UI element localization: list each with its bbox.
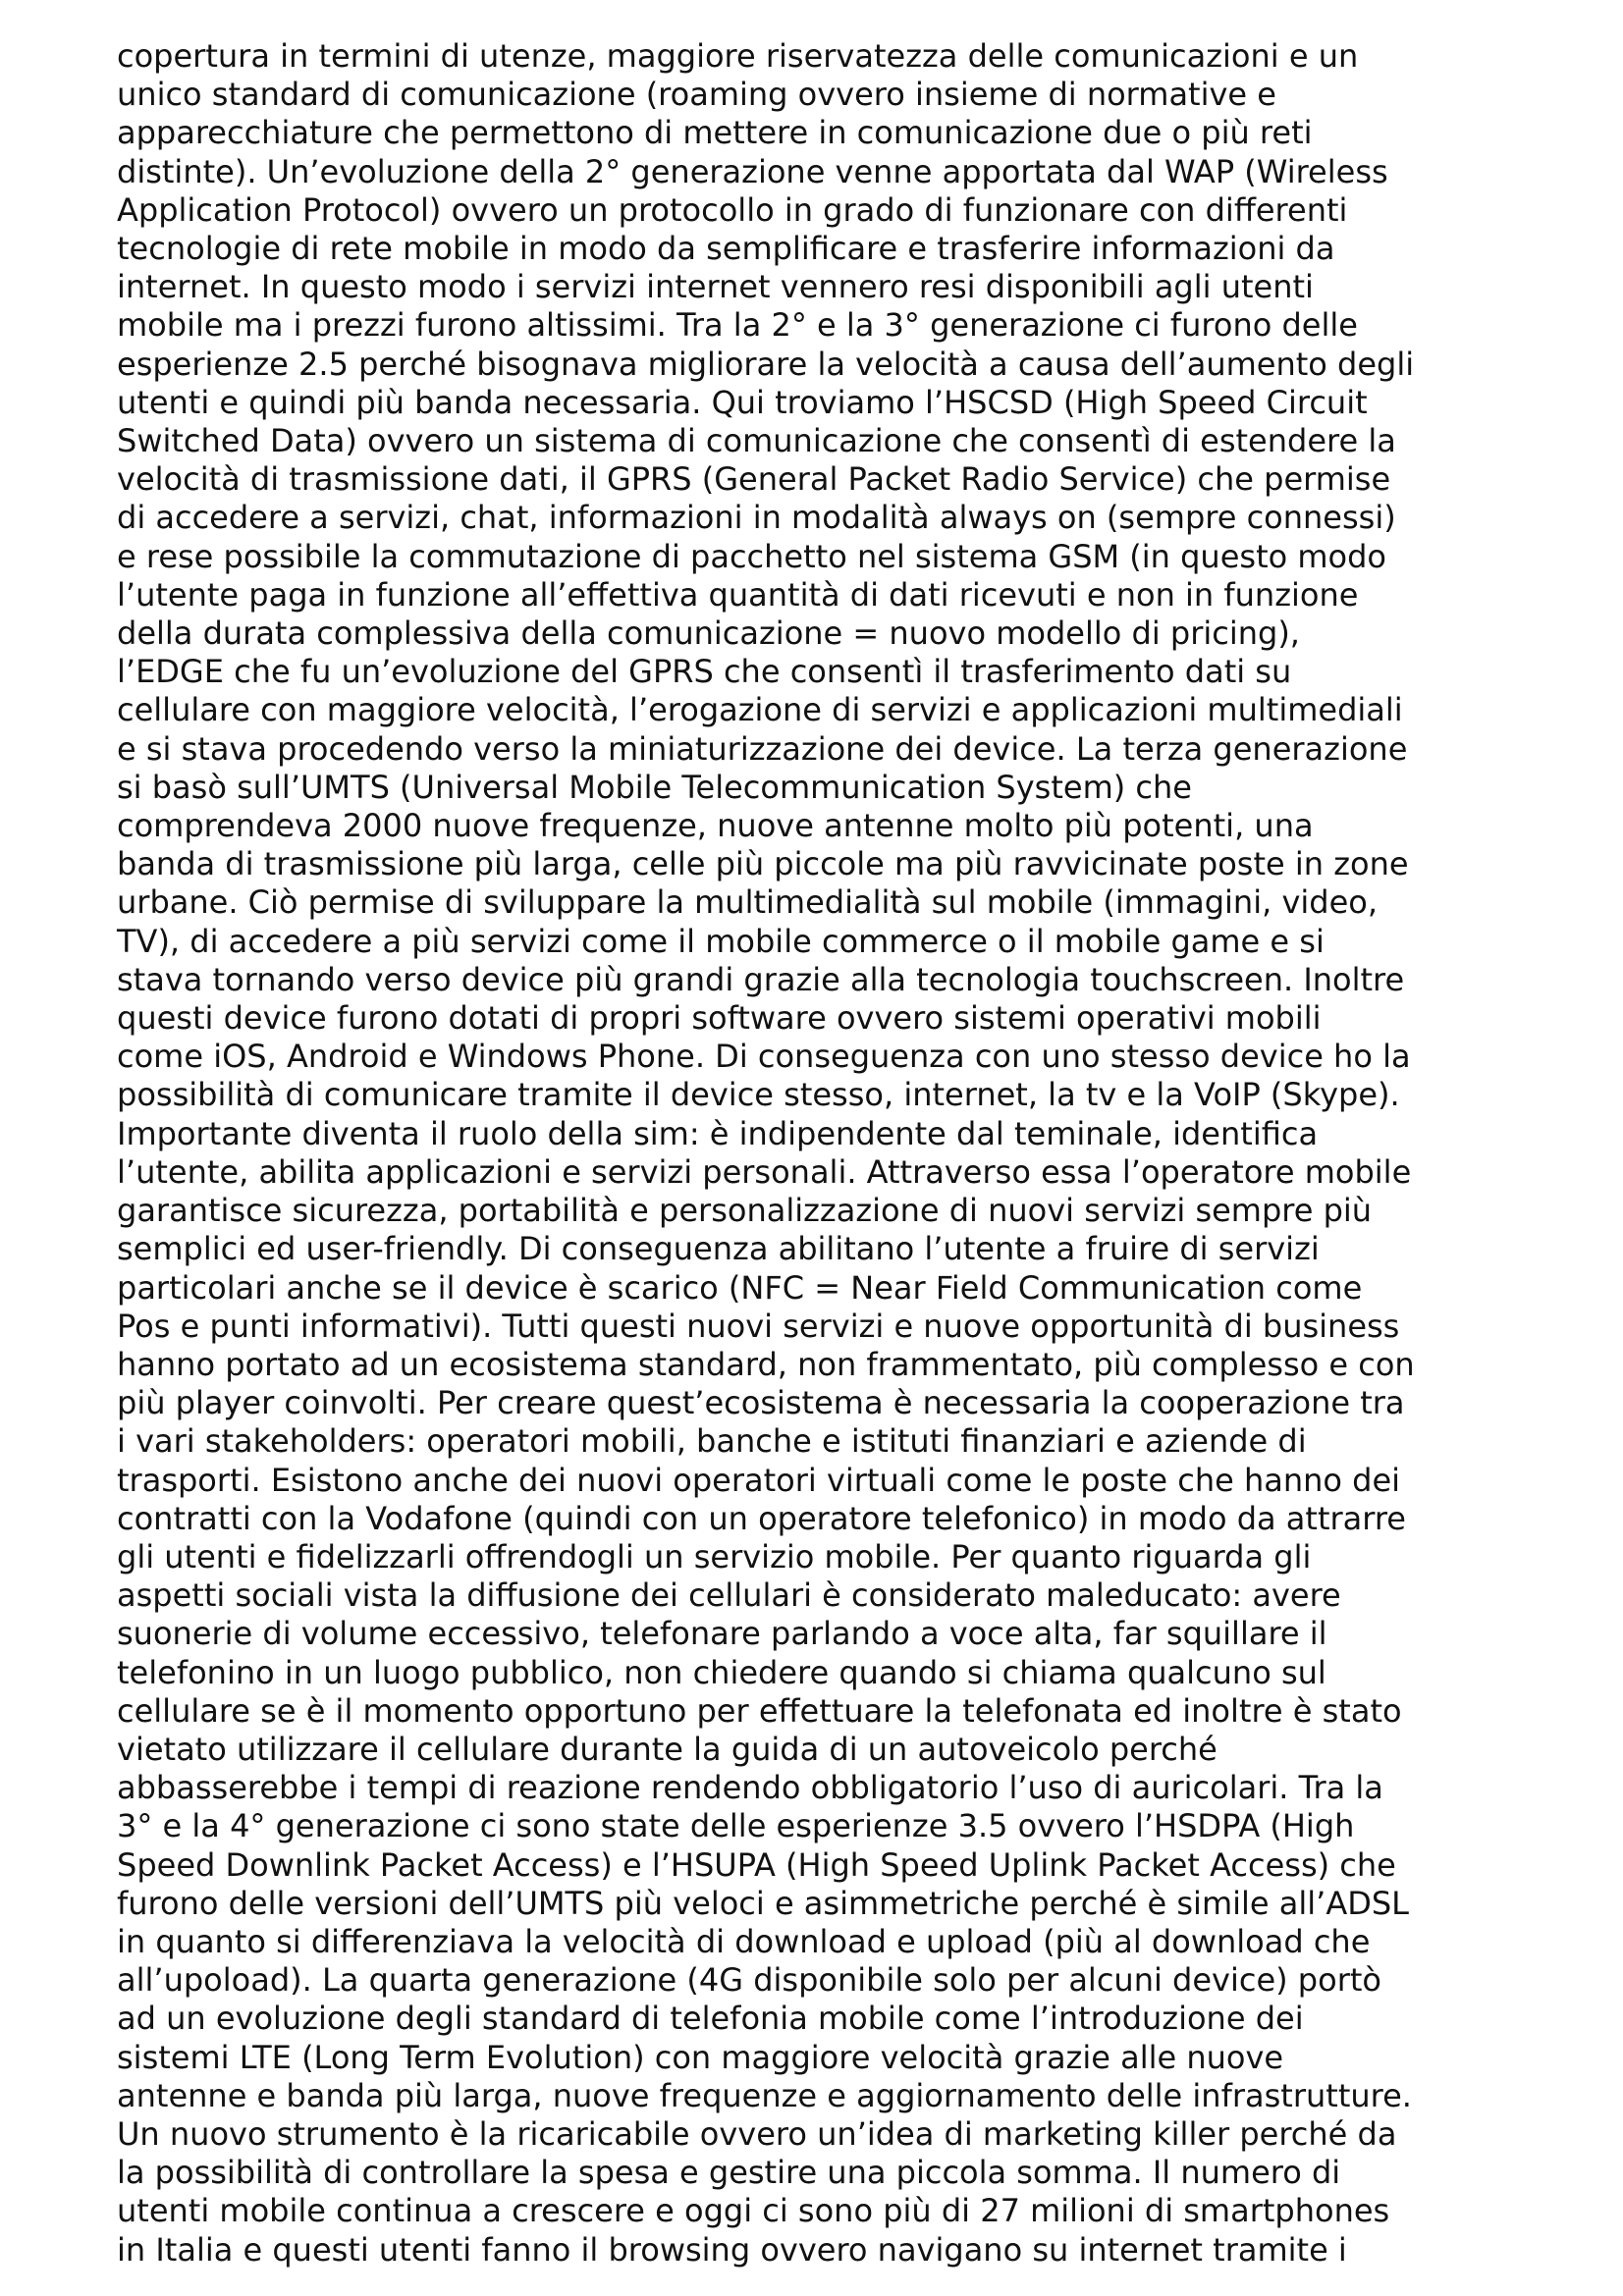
text-line: gli utenti e fidelizzarli offrendogli un servizio mobile. Per quanto riguarda gli [117, 1537, 1312, 1575]
text-line: l’utente paga in funzione all’effettiva quantità di dati ricevuti e non in funzione [117, 575, 1359, 614]
text-line: velocità di trasmissione dati, il GPRS (General Packet Radio Service) che permise [117, 460, 1391, 499]
text-line: furono delle versioni dell’UMTS più veloci e asimmetriche perché è simile all’ADSL [117, 1884, 1409, 1922]
text-line: vietato utilizzare il cellulare durante la guida di un autoveicolo perché [117, 1730, 1217, 1768]
text-line: stava tornando verso device più grandi grazie alla tecnologia touchscreen. Inoltre [117, 960, 1405, 998]
text-line: aspetti sociali vista la diffusione dei cellulari è considerato maleducato: avere [117, 1576, 1341, 1615]
text-line: l’EDGE che fu un’evoluzione del GPRS che consentì il trasferimento dati su [117, 653, 1292, 691]
text-line: si basò sull’UMTS (Universal Mobile Telecommunication System) che [117, 768, 1192, 806]
text-line: cellulare se è il momento opportuno per effettuare la telefonata ed inoltre è stato [117, 1691, 1402, 1730]
text-line: garantisce sicurezza, portabilità e personalizzazione di nuovi servizi sempre più [117, 1192, 1373, 1230]
text-line: la possibilità di controllare la spesa e gestire una piccola somma. Il numero di [117, 2154, 1341, 2192]
text-line: come iOS, Android e Windows Phone. Di conseguenza con uno stesso device ho la [117, 1038, 1411, 1076]
text-line: TV), di accedere a più servizi come il mobile commerce o il mobile game e si [117, 922, 1325, 960]
text-line: di accedere a servizi, chat, informazioni in modalità always on (sempre connessi) [117, 499, 1396, 537]
text-line: Pos e punti informativi). Tutti questi nuovi servizi e nuove opportunità di business [117, 1307, 1400, 1345]
text-line: i vari stakeholders: operatori mobili, banche e istituti finanziari e aziende di [117, 1422, 1307, 1461]
text-line: in quanto si differenziava la velocità di download e upload (più al download che [117, 1922, 1371, 1960]
text-line: telefonino in un luogo pubblico, non chiedere quando si chiama qualcuno sul [117, 1653, 1326, 1691]
text-line: copertura in termini di utenze, maggiore riservatezza delle comunicazioni e un [117, 37, 1359, 75]
text-line: Un nuovo strumento è la ricaricabile ovvero un’idea di marketing killer perché da [117, 2114, 1397, 2153]
text-line: e si stava procedendo verso la miniaturizzazione dei device. La terza generazione [117, 729, 1408, 768]
text-line: Application Protocol) ovvero un protocollo in grado di funzionare con differenti [117, 190, 1348, 229]
text-line: internet. In questo modo i servizi internet vennero resi disponibili agli utenti [117, 268, 1314, 306]
text-line: e rese possibile la commutazione di pacchetto nel sistema GSM (in questo modo [117, 537, 1386, 575]
text-line: antenne e banda più larga, nuove frequenze e aggiornamento delle infrastrutture. [117, 2076, 1412, 2114]
text-line: contratti con la Vodafone (quindi con un operatore telefonico) in modo da attrarre [117, 1499, 1406, 1537]
text-line: esperienze 2.5 perché bisognava migliorare la velocità a causa dell’aumento degli [117, 345, 1415, 383]
text-line: più player coinvolti. Per creare quest’ecosistema è necessaria la cooperazione tra [117, 1384, 1405, 1422]
text-line: abbasserebbe i tempi di reazione rendendo obbligatorio l’uso di auricolari. Tra la [117, 1769, 1383, 1807]
text-line: trasporti. Esistono anche dei nuovi operatori virtuali come le poste che hanno dei [117, 1461, 1401, 1499]
text-line: particolari anche se il device è scarico (NFC = Near Field Communication come [117, 1268, 1363, 1307]
text-line: utenti mobile continua a crescere e oggi ci sono più di 27 milioni di smartphones [117, 2192, 1390, 2230]
text-line: l’utente, abilita applicazioni e servizi personali. Attraverso essa l’operatore mobile [117, 1152, 1412, 1191]
text-line: Importante diventa il ruolo della sim: è indipendente dal teminale, identifica [117, 1114, 1319, 1152]
text-line: in Italia e questi utenti fanno il browsing ovvero navigano su internet tramite i [117, 2230, 1347, 2269]
text-line: urbane. Ciò permise di sviluppare la multimedialità sul mobile (immagini, video, [117, 883, 1379, 922]
text-line: possibilità di comunicare tramite il device stesso, internet, la tv e la VoIP (Skype). [117, 1076, 1400, 1114]
text-line: tecnologie di rete mobile in modo da semplificare e trasferire informazioni da [117, 230, 1335, 268]
text-line: mobile ma i prezzi furono altissimi. Tra la 2° e la 3° generazione ci furono delle [117, 306, 1358, 345]
text-line: sistemi LTE (Long Term Evolution) con maggiore velocità grazie alle nuove [117, 2038, 1284, 2076]
text-line: ad un evoluzione degli standard di telefonia mobile come l’introduzione dei [117, 2000, 1304, 2038]
text-line: suonerie di volume eccessivo, telefonare parlando a voce alta, far squillare il [117, 1615, 1327, 1653]
text-line: distinte). Un’evoluzione della 2° generazione venne apportata dal WAP (Wireless [117, 152, 1388, 190]
text-line: questi device furono dotati di propri software ovvero sistemi operativi mobili [117, 999, 1322, 1038]
text-line: unico standard di comunicazione (roaming ovvero insieme di normative e [117, 76, 1276, 114]
text-line: hanno portato ad un ecosistema standard, non frammentato, più complesso e con [117, 1345, 1415, 1383]
text-line: comprendeva 2000 nuove frequenze, nuove antenne molto più potenti, una [117, 807, 1314, 845]
text-line: all’upoload). La quarta generazione (4G disponibile solo per alcuni device) portò [117, 1961, 1381, 2000]
text-line: Switched Data) ovvero un sistema di comunicazione che consentì di estendere la [117, 422, 1396, 460]
text-line: cellulare con maggiore velocità, l’erogazione di servizi e applicazioni multimediali [117, 691, 1403, 729]
text-line: apparecchiature che permettono di mettere in comunicazione due o più reti [117, 114, 1313, 152]
text-line: banda di trasmissione più larga, celle più piccole ma più ravvicinate poste in zone [117, 845, 1409, 883]
body-paragraph [117, 37, 1511, 2269]
text-line: utenti e quindi più banda necessaria. Qui troviamo l’HSCSD (High Speed Circuit [117, 383, 1368, 421]
text-line: della durata complessiva della comunicazione = nuovo modello di pricing), [117, 614, 1300, 653]
text-line: Speed Downlink Packet Access) e l’HSUPA (High Speed Uplink Packet Access) che [117, 1845, 1396, 1884]
text-line: semplici ed user-friendly. Di conseguenza abilitano l’utente a fruire di servizi [117, 1230, 1320, 1268]
text-line: 3° e la 4° generazione ci sono state delle esperienze 3.5 ovvero l’HSDPA (High [117, 1807, 1355, 1845]
